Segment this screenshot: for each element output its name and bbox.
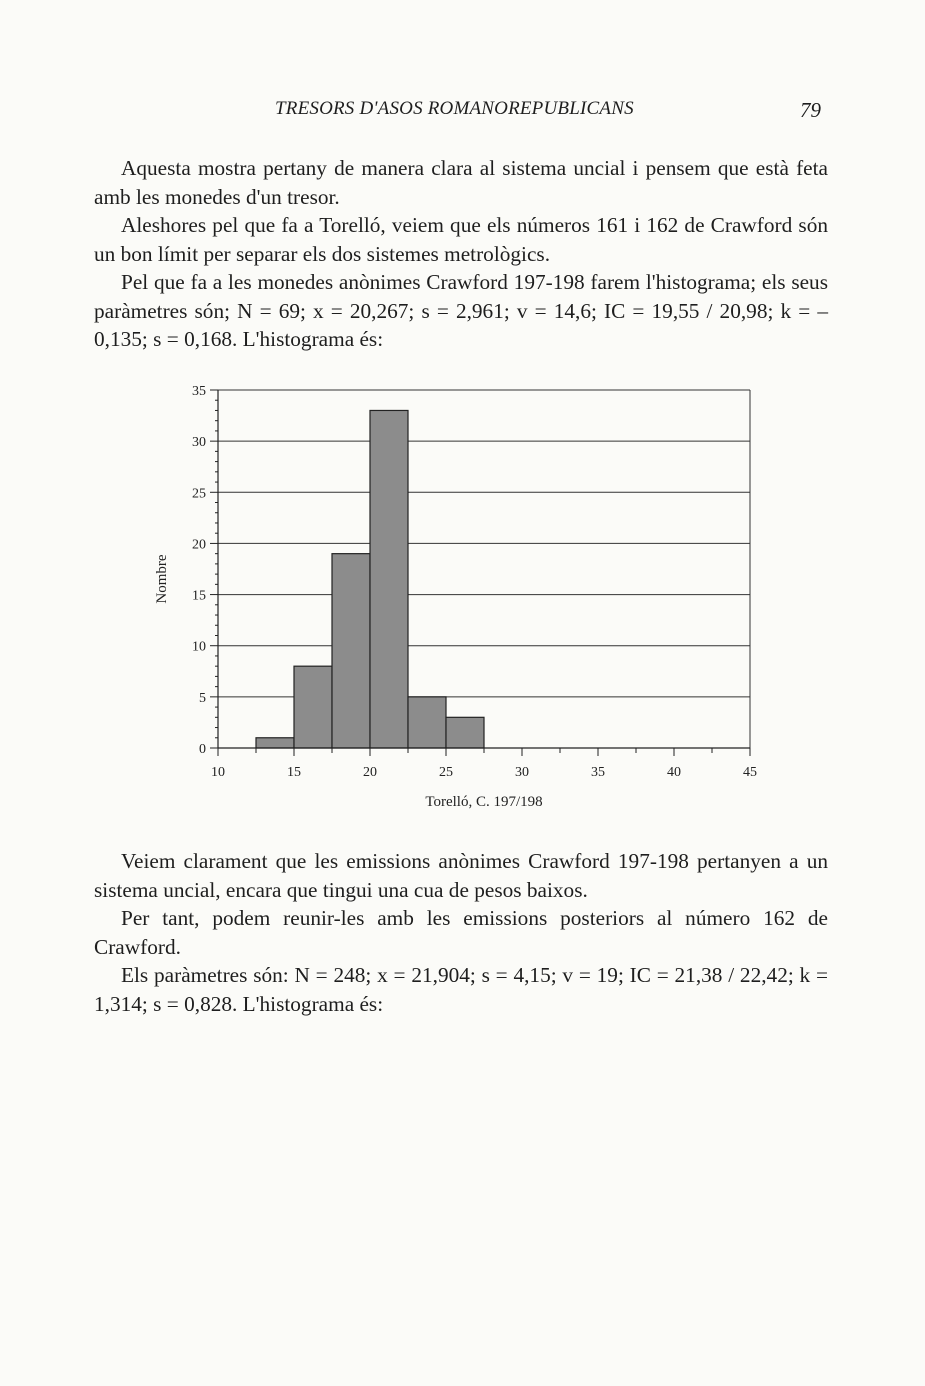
paragraph: Aquesta mostra pertany de manera clara al sistema uncial i pensem que està feta amb les monedes d'un tresor. bbox=[94, 156, 828, 209]
y-tick-label: 30 bbox=[192, 435, 206, 451]
y-tick-label: 25 bbox=[192, 486, 206, 502]
histogram-bar bbox=[294, 666, 332, 748]
y-axis-label: Nombre bbox=[154, 554, 170, 604]
x-tick-label: 10 bbox=[211, 765, 225, 780]
histogram-bar bbox=[332, 554, 370, 748]
y-tick-label: 0 bbox=[199, 742, 206, 757]
y-tick-label: 15 bbox=[192, 588, 206, 604]
running-head bbox=[0, 98, 925, 126]
paragraph: Aleshores pel que fa a Torelló, veiem que els números 161 i 162 de Crawford són un bon límit per separar els dos sistemes metrològics. bbox=[94, 213, 828, 266]
histogram-bar bbox=[446, 717, 484, 748]
x-tick-label: 25 bbox=[439, 765, 453, 780]
y-tick-label: 20 bbox=[192, 537, 206, 553]
paragraph: Per tant, podem reunir-les amb les emissions posteriors al número 162 de Crawford. bbox=[94, 906, 828, 959]
histogram-bar bbox=[370, 410, 408, 748]
histogram-bar bbox=[256, 738, 294, 748]
y-tick-label: 5 bbox=[199, 690, 206, 706]
y-tick-label: 10 bbox=[192, 639, 206, 655]
x-tick-label: 45 bbox=[743, 765, 757, 780]
x-tick-label: 40 bbox=[667, 765, 681, 780]
page-number: 79 bbox=[800, 98, 821, 122]
histogram-chart bbox=[150, 380, 770, 820]
x-tick-label: 35 bbox=[591, 765, 605, 780]
x-tick-label: 30 bbox=[515, 765, 529, 780]
histogram-bar bbox=[408, 697, 446, 748]
x-tick-label: 15 bbox=[287, 765, 301, 780]
paragraph: Els paràmetres són: N = 248; x = 21,904; s = 4,15; v = 19; IC = 21,38 / 22,42; k = 1,314; s = 0,828. L'histograma és: bbox=[94, 963, 828, 1016]
paragraph: Veiem clarament que les emissions anònimes Crawford 197-198 pertanyen a un sistema uncial, encara que tingui una cua de pesos baixos. bbox=[94, 849, 828, 902]
body-text-bottom bbox=[94, 847, 828, 1018]
running-title: TRESORS D'ASOS ROMANOREPUBLICANS bbox=[275, 98, 634, 119]
paragraph: Pel que fa a les monedes anònimes Crawford 197-198 farem l'histograma; els seus paràmetres són; N = 69; x = 20,267; s = 2,961; v = 14,6; IC = 19,55 / 20,98; k = –0,135; s = 0,168. L'histograma és: bbox=[94, 270, 828, 351]
histogram-figure bbox=[150, 380, 770, 820]
x-tick-label: 20 bbox=[363, 765, 377, 780]
x-axis-label: Torelló, C. 197/198 bbox=[425, 794, 543, 810]
y-tick-label: 35 bbox=[192, 384, 206, 399]
body-text-top bbox=[94, 154, 828, 354]
